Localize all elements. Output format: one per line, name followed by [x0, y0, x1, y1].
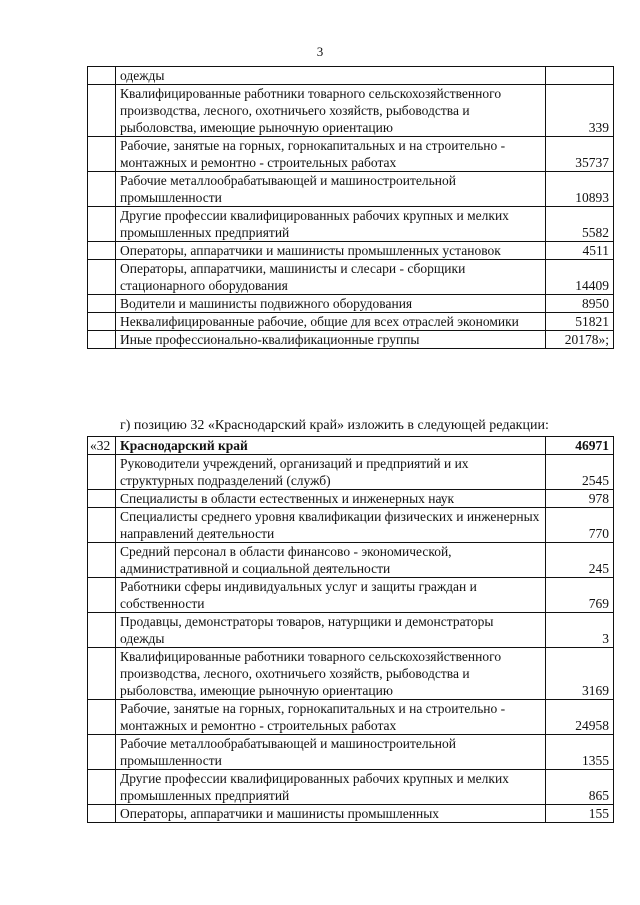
- occupation-cell: Операторы, аппаратчики, машинисты и слесари - сборщики стационарного оборудования: [116, 260, 546, 295]
- value-cell: [546, 67, 614, 85]
- table-row: [88, 67, 614, 85]
- amendment-instruction: г) позицию 32 «Краснодарский край» изложить в следующей редакции:: [120, 418, 549, 433]
- code-cell: [88, 295, 116, 313]
- value-cell: 24958: [546, 700, 614, 735]
- occupation-cell: Рабочие, занятые на горных, горнокапитальных и на строительно - монтажных и ремонтно - строительных работах: [116, 700, 546, 735]
- value-cell: 2545: [546, 455, 614, 490]
- occupation-cell: Иные профессионально-квалификационные группы: [116, 331, 546, 349]
- table-row: [88, 700, 614, 735]
- value-cell: 20178»;: [546, 331, 614, 349]
- value-cell: 1355: [546, 735, 614, 770]
- value-cell: 4511: [546, 242, 614, 260]
- value-cell: 3: [546, 613, 614, 648]
- value-cell: 51821: [546, 313, 614, 331]
- code-cell: [88, 578, 116, 613]
- occupation-cell: Рабочие, занятые на горных, горнокапитальных и на строительно - монтажных и ремонтно - строительных работах: [116, 137, 546, 172]
- table-row: [88, 295, 614, 313]
- table-row: [88, 260, 614, 295]
- code-cell: [88, 85, 116, 137]
- table-row: [88, 242, 614, 260]
- value-cell: 978: [546, 490, 614, 508]
- occupation-cell: одежды: [116, 67, 546, 85]
- occupation-cell: Работники сферы индивидуальных услуг и защиты граждан и собственности: [116, 578, 546, 613]
- occupation-cell: Рабочие металлообрабатывающей и машиностроительной промышленности: [116, 735, 546, 770]
- occupation-cell: Неквалифицированные рабочие, общие для всех отраслей экономики: [116, 313, 546, 331]
- occupation-cell: Операторы, аппаратчики и машинисты промышленных: [116, 805, 546, 823]
- value-cell: 155: [546, 805, 614, 823]
- occupation-cell: Специалисты в области естественных и инженерных наук: [116, 490, 546, 508]
- occupation-cell: Квалифицированные работники товарного сельскохозяйственного производства, лесного, охотничьего хозяйств, рыбоводства и рыболовства, имеющие рыночную ориентацию: [116, 85, 546, 137]
- value-cell: 339: [546, 85, 614, 137]
- table-row: [88, 331, 614, 349]
- occupation-cell: Средний персонал в области финансово - экономической, административной и социальной деятельности: [116, 543, 546, 578]
- code-cell: [88, 242, 116, 260]
- code-cell: [88, 207, 116, 242]
- page-number: 3: [316, 44, 324, 59]
- code-cell: [88, 543, 116, 578]
- value-cell: 8950: [546, 295, 614, 313]
- value-cell: 3169: [546, 648, 614, 700]
- code-cell: [88, 490, 116, 508]
- code-cell: [88, 508, 116, 543]
- region-code: «32: [88, 437, 116, 455]
- table-row: [88, 455, 614, 490]
- code-cell: [88, 700, 116, 735]
- region-name: Краснодарский край: [116, 437, 546, 455]
- code-cell: [88, 805, 116, 823]
- table-row: [88, 85, 614, 137]
- occupation-cell: Операторы, аппаратчики и машинисты промышленных установок: [116, 242, 546, 260]
- code-cell: [88, 172, 116, 207]
- code-cell: [88, 313, 116, 331]
- krasnodar-table: [87, 436, 614, 823]
- occupation-cell: Другие профессии квалифицированных рабочих крупных и мелких промышленных предприятий: [116, 207, 546, 242]
- table-row: [88, 137, 614, 172]
- code-cell: [88, 137, 116, 172]
- value-cell: 245: [546, 543, 614, 578]
- table-row: [88, 543, 614, 578]
- occupation-cell: Руководители учреждений, организаций и предприятий и их структурных подразделений (служб): [116, 455, 546, 490]
- code-cell: [88, 735, 116, 770]
- value-cell: 14409: [546, 260, 614, 295]
- code-cell: [88, 770, 116, 805]
- table-row: [88, 805, 614, 823]
- occupation-cell: Другие профессии квалифицированных рабочих крупных и мелких промышленных предприятий: [116, 770, 546, 805]
- value-cell: 5582: [546, 207, 614, 242]
- occupation-cell: Продавцы, демонстраторы товаров, натурщики и демонстраторы одежды: [116, 613, 546, 648]
- value-cell: 865: [546, 770, 614, 805]
- value-cell: 769: [546, 578, 614, 613]
- code-cell: [88, 67, 116, 85]
- value-cell: 10893: [546, 172, 614, 207]
- region-total: 46971: [546, 437, 614, 455]
- table-row: [88, 313, 614, 331]
- code-cell: [88, 331, 116, 349]
- value-cell: 35737: [546, 137, 614, 172]
- occupation-cell: Квалифицированные работники товарного сельскохозяйственного производства, лесного, охотничьего хозяйств, рыбоводства и рыболовства, имеющие рыночную ориентацию: [116, 648, 546, 700]
- value-cell: 770: [546, 508, 614, 543]
- occupations-table-continued: [87, 66, 614, 349]
- table-row: [88, 172, 614, 207]
- code-cell: [88, 455, 116, 490]
- occupation-cell: Водители и машинисты подвижного оборудования: [116, 295, 546, 313]
- table-row: [88, 613, 614, 648]
- code-cell: [88, 613, 116, 648]
- table-row: [88, 207, 614, 242]
- code-cell: [88, 260, 116, 295]
- occupation-cell: Рабочие металлообрабатывающей и машиностроительной промышленности: [116, 172, 546, 207]
- region-header-row: [88, 437, 614, 455]
- occupation-cell: Специалисты среднего уровня квалификации физических и инженерных направлений деятельности: [116, 508, 546, 543]
- table-row: [88, 578, 614, 613]
- table-row: [88, 735, 614, 770]
- table-row: [88, 490, 614, 508]
- table-row: [88, 508, 614, 543]
- table-row: [88, 770, 614, 805]
- code-cell: [88, 648, 116, 700]
- table-row: [88, 648, 614, 700]
